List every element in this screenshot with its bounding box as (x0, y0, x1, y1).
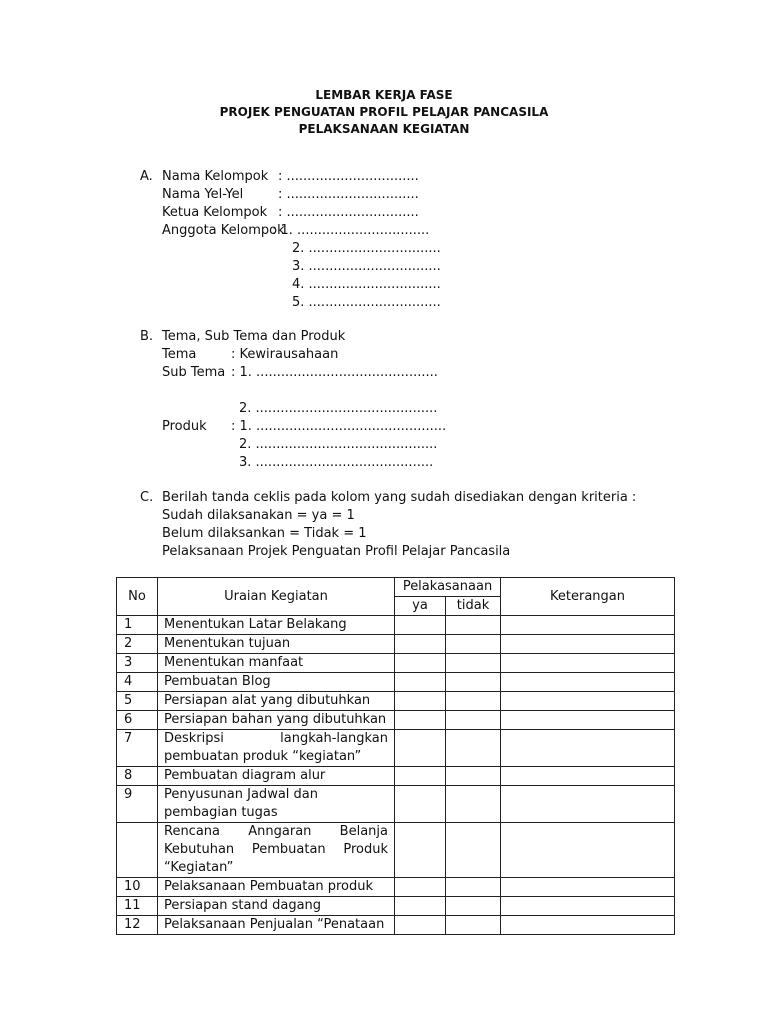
row-no: 12 (117, 916, 158, 935)
subtema-field-2[interactable]: 2. ............................................ (239, 401, 438, 416)
row-uraian: Pembuatan diagram alur (158, 767, 395, 786)
ketua-kelompok-field[interactable]: : ................................ (278, 205, 419, 220)
row-keterangan-cell[interactable] (501, 711, 675, 730)
row-ya-cell[interactable] (395, 654, 446, 673)
title-line-3: PELAKSANAAN KEGIATAN (298, 122, 470, 136)
section-c-instruction: Berilah tanda ceklis pada kolom yang sudah disediakan dengan kriteria : (162, 490, 637, 505)
section-b-letter: B. (140, 329, 154, 344)
row-no: 6 (117, 711, 158, 730)
row-ya-cell[interactable] (395, 767, 446, 786)
title-line-2: PROJEK PENGUATAN PROFIL PELAJAR PANCASILA (219, 105, 549, 119)
row-uraian: Penyusunan Jadwal dan pembagian tugas (158, 786, 395, 823)
table-row (117, 673, 675, 692)
row-no: 8 (117, 767, 158, 786)
row-keterangan-cell[interactable] (501, 916, 675, 935)
row-keterangan-cell[interactable] (501, 878, 675, 897)
table-row (117, 897, 675, 916)
row-keterangan-cell[interactable] (501, 897, 675, 916)
row-uraian: Pembuatan Blog (158, 673, 395, 692)
row-ya-cell[interactable] (395, 692, 446, 711)
anggota-field-1[interactable]: : 1. ................................ (272, 223, 430, 238)
row-ya-cell[interactable] (395, 673, 446, 692)
row-tidak-cell[interactable] (446, 692, 501, 711)
row-no: 10 (117, 878, 158, 897)
header-no: No (117, 578, 158, 616)
row-ya-cell[interactable] (395, 635, 446, 654)
anggota-field-5[interactable]: 5. ................................ (292, 295, 441, 310)
table-row (117, 767, 675, 786)
row-tidak-cell[interactable] (446, 635, 501, 654)
row-tidak-cell[interactable] (446, 897, 501, 916)
anggota-kelompok-label: Anggota Kelompok (162, 223, 285, 238)
row-uraian: Persiapan alat yang dibutuhkan (158, 692, 395, 711)
table-body (117, 616, 675, 935)
row-uraian: Menentukan tujuan (158, 635, 395, 654)
row-no: 11 (117, 897, 158, 916)
row-tidak-cell[interactable] (446, 673, 501, 692)
table-row (117, 730, 675, 767)
table-row (117, 692, 675, 711)
row-ya-cell[interactable] (395, 916, 446, 935)
row-tidak-cell[interactable] (446, 916, 501, 935)
row-no: 4 (117, 673, 158, 692)
row-ya-cell[interactable] (395, 711, 446, 730)
row-uraian: Persiapan bahan yang dibutuhkan (158, 711, 395, 730)
table-row (117, 635, 675, 654)
row-no: 7 (117, 730, 158, 767)
criteria-belum: Belum dilaksankan = Tidak = 1 (162, 526, 367, 541)
row-ya-cell[interactable] (395, 616, 446, 635)
row-uraian: Rencana Anngaran Belanja Kebutuhan Pembuatan Produk “Kegiatan” (158, 823, 395, 878)
nama-kelompok-label: Nama Kelompok (162, 169, 269, 184)
ketua-kelompok-label: Ketua Kelompok (162, 205, 268, 220)
row-keterangan-cell[interactable] (501, 767, 675, 786)
table-row (117, 786, 675, 823)
row-ya-cell[interactable] (395, 730, 446, 767)
anggota-field-3[interactable]: 3. ................................ (292, 259, 441, 274)
row-tidak-cell[interactable] (446, 654, 501, 673)
row-no: 1 (117, 616, 158, 635)
row-uraian: Menentukan manfaat (158, 654, 395, 673)
row-tidak-cell[interactable] (446, 786, 501, 823)
nama-kelompok-field[interactable]: : ................................ (278, 169, 419, 184)
row-ya-cell[interactable] (395, 878, 446, 897)
produk-field-1[interactable]: : 1. .............................................. (231, 419, 447, 434)
row-no (117, 823, 158, 878)
row-ya-cell[interactable] (395, 897, 446, 916)
row-ya-cell[interactable] (395, 786, 446, 823)
tema-value: : Kewirausahaan (231, 347, 339, 362)
anggota-field-4[interactable]: 4. ................................ (292, 277, 441, 292)
row-uraian: Deskripsi langkah-langkan pembuatan produk “kegiatan” (158, 730, 395, 767)
subtema-field-1[interactable]: : 1. ............................................ (231, 365, 438, 380)
row-keterangan-cell[interactable] (501, 786, 675, 823)
title-line-1: LEMBAR KERJA FASE (315, 88, 453, 102)
row-keterangan-cell[interactable] (501, 635, 675, 654)
row-keterangan-cell[interactable] (501, 673, 675, 692)
row-keterangan-cell[interactable] (501, 730, 675, 767)
row-tidak-cell[interactable] (446, 616, 501, 635)
header-pelaksanaan: Pelakasanaan (395, 578, 501, 597)
produk-label: Produk (162, 419, 207, 434)
table-row (117, 616, 675, 635)
nama-yel-label: Nama Yel-Yel (162, 187, 244, 202)
row-keterangan-cell[interactable] (501, 616, 675, 635)
row-keterangan-cell[interactable] (501, 823, 675, 878)
table-row (117, 823, 675, 878)
tema-label: Tema (162, 347, 197, 362)
table-row (117, 711, 675, 730)
criteria-sudah: Sudah dilaksanakan = ya = 1 (162, 508, 355, 523)
produk-field-2[interactable]: 2. ............................................ (239, 437, 438, 452)
row-tidak-cell[interactable] (446, 711, 501, 730)
header-uraian: Uraian Kegiatan (158, 578, 395, 616)
header-ya: ya (395, 597, 446, 616)
row-uraian: Menentukan Latar Belakang (158, 616, 395, 635)
row-uraian: Pelaksanaan Pembuatan produk (158, 878, 395, 897)
produk-field-3[interactable]: 3. ........................................... (239, 455, 434, 470)
row-tidak-cell[interactable] (446, 823, 501, 878)
row-tidak-cell[interactable] (446, 730, 501, 767)
row-ya-cell[interactable] (395, 823, 446, 878)
row-no: 5 (117, 692, 158, 711)
row-no: 9 (117, 786, 158, 823)
row-uraian: Persiapan stand dagang (158, 897, 395, 916)
section-b-heading: Tema, Sub Tema dan Produk (162, 329, 346, 344)
header-tidak: tidak (446, 597, 501, 616)
table-caption: Pelaksanaan Projek Penguatan Profil Pelajar Pancasila (162, 544, 511, 559)
table-row (117, 916, 675, 935)
subtema-label: Sub Tema (162, 365, 226, 380)
row-tidak-cell[interactable] (446, 767, 501, 786)
section-a-letter: A. (140, 169, 153, 184)
row-no: 3 (117, 654, 158, 673)
header-keterangan: Keterangan (501, 578, 675, 616)
anggota-field-2[interactable]: 2. ................................ (292, 241, 441, 256)
row-uraian: Pelaksanaan Penjualan “Penataan (158, 916, 395, 935)
row-no: 2 (117, 635, 158, 654)
document-title (0, 87, 768, 138)
table-row (117, 878, 675, 897)
row-tidak-cell[interactable] (446, 878, 501, 897)
table-row (117, 654, 675, 673)
row-keterangan-cell[interactable] (501, 692, 675, 711)
row-keterangan-cell[interactable] (501, 654, 675, 673)
nama-yel-field[interactable]: : ................................ (278, 187, 419, 202)
section-c-letter: C. (140, 490, 154, 505)
kegiatan-table (116, 577, 675, 935)
